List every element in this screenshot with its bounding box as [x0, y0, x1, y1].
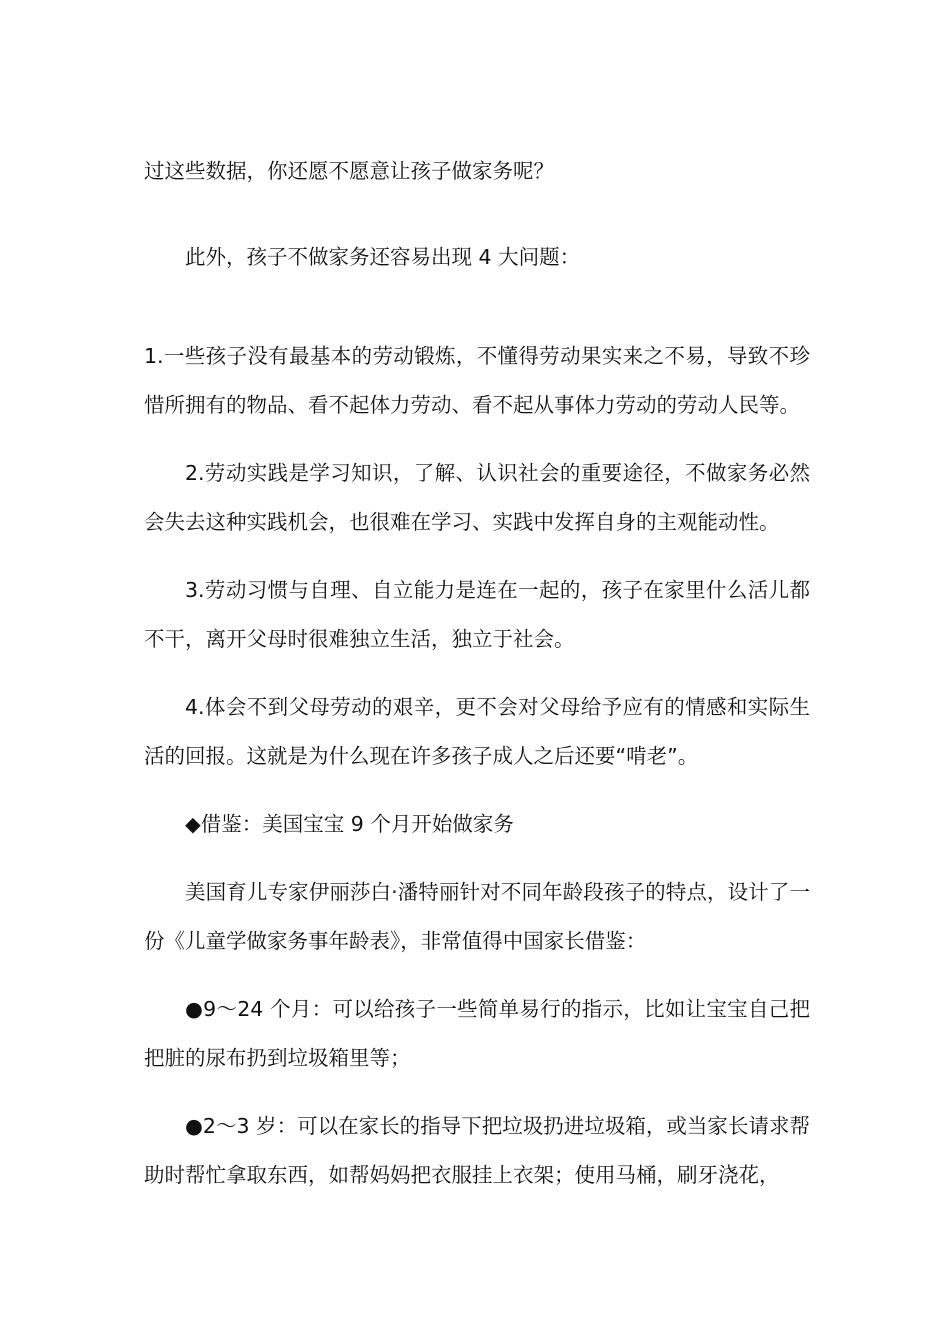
paragraph-problem-1: 1.一些孩子没有最基本的劳动锻炼，不懂得劳动果实来之不易，导致不珍惜所拥有的物品、看不起体力劳动、看不起从事体力劳动的劳动人民等。 — [144, 344, 810, 417]
document-body — [144, 147, 810, 1200]
paragraph-expert-intro: 美国育儿专家伊丽莎白·潘特丽针对不同年龄段孩子的特点，设计了一份《儿童学做家务事年龄表》，非常值得中国家长借鉴： — [144, 880, 810, 953]
list-item-9-24-months: ●9～24 个月：可以给孩子一些简单易行的指示，比如让宝宝自己把把脏的尿布扔到垃圾箱里等； — [144, 997, 810, 1070]
paragraph-problem-2: 2.劳动实践是学习知识，了解、认识社会的重要途径，不做家务必然会失去这种实践机会，也很难在学习、实践中发挥自身的主观能动性。 — [144, 461, 810, 534]
paragraph-problem-4: 4.体会不到父母劳动的艰辛，更不会对父母给予应有的情感和实际生活的回报。这就是为什么现在许多孩子成人之后还要“啃老”。 — [144, 695, 810, 768]
list-item-2-3-years: ●2～3 岁：可以在家长的指导下把垃圾扔进垃圾箱，或当家长请求帮助时帮忙拿取东西，如帮妈妈把衣服挂上衣架；使用马桶，刷牙浇花， — [144, 1114, 810, 1187]
paragraph-four-problems-heading: 此外，孩子不做家务还容易出现 4 大问题： — [185, 245, 581, 269]
section-heading-us-example: ◆借鉴：美国宝宝 9 个月开始做家务 — [185, 812, 514, 836]
paragraph-intro-question: 过这些数据，你还愿不愿意让孩子做家务呢？ — [144, 159, 554, 183]
paragraph-problem-3: 3.劳动习惯与自理、自立能力是连在一起的，孩子在家里什么活儿都不干，离开父母时很难独立生活，独立于社会。 — [144, 578, 810, 651]
